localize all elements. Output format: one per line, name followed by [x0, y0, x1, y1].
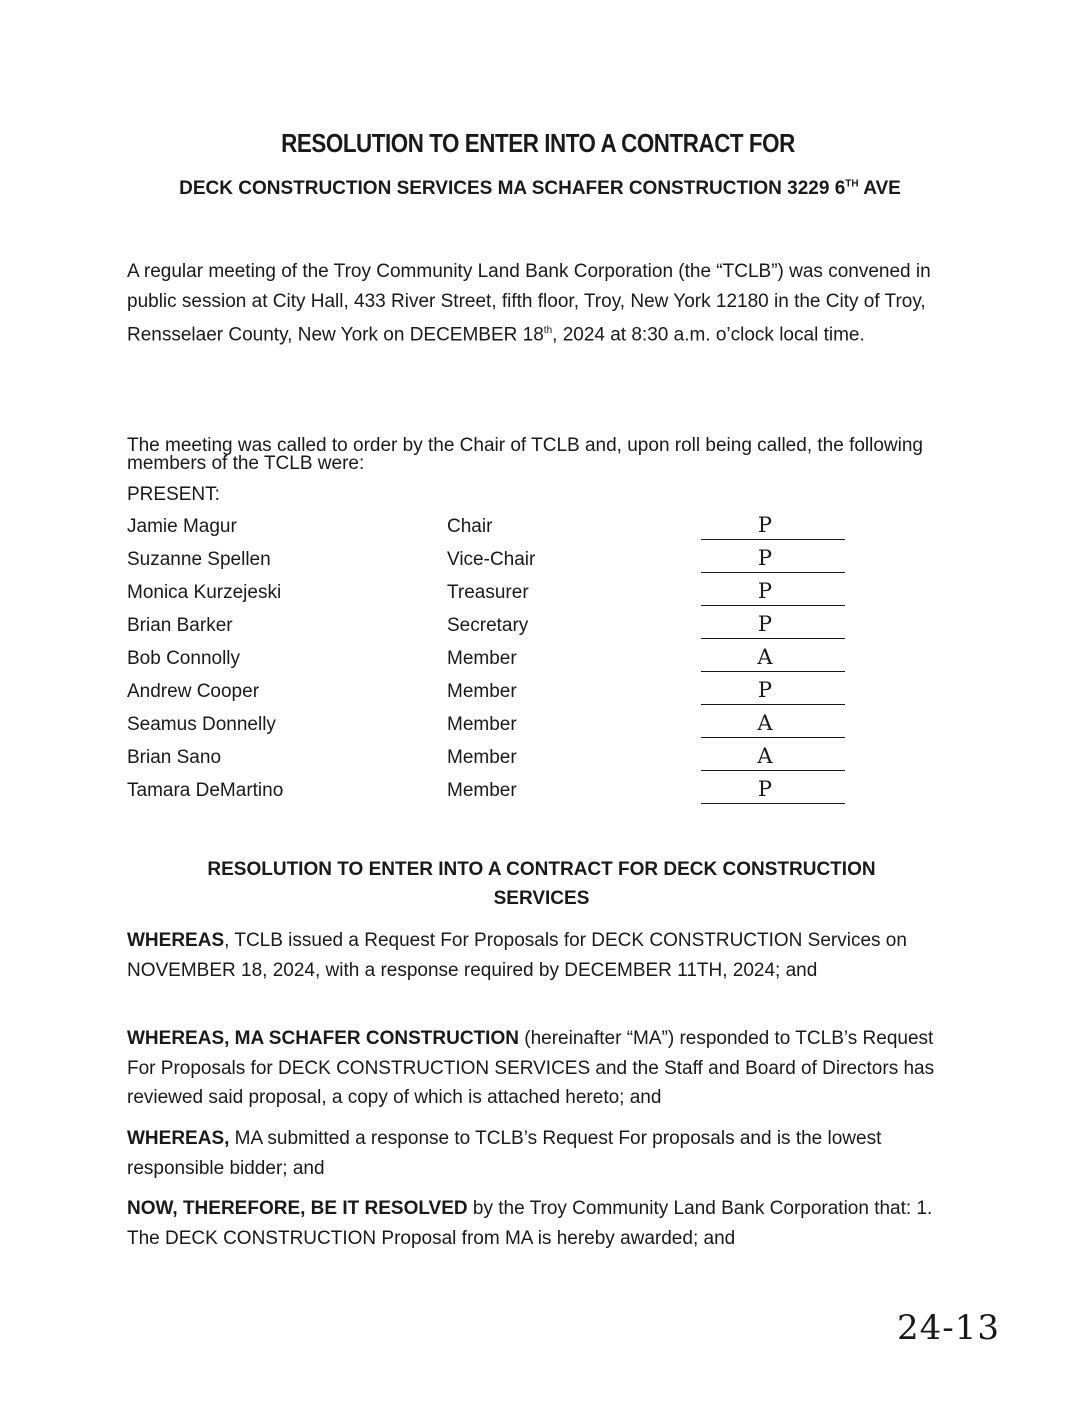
member-name: Brian Barker — [127, 615, 233, 636]
attendance-line — [701, 737, 845, 738]
present-label: PRESENT: — [127, 484, 220, 505]
roster-row — [127, 579, 867, 612]
whereas2-lead: WHEREAS, MA SCHAFER CONSTRUCTION — [127, 1028, 519, 1049]
whereas3-lead: WHEREAS, — [127, 1128, 230, 1149]
subtitle-tail: AVE — [858, 178, 901, 199]
whereas-paragraph-2 — [127, 1024, 957, 1113]
section-heading — [0, 855, 1083, 913]
intro-sup: th — [543, 325, 553, 336]
member-name: Monica Kurzejeski — [127, 582, 282, 603]
intro-part1: A regular meeting of the Troy Community Land Bank Corporation (the “TCLB”) was convened in public session at City Hall, 433 River Street, fifth floor, Troy, New York 12180 in the City of Troy, Rensselaer County, New York on DECEMBER 18 — [127, 261, 931, 346]
roster-row — [127, 744, 867, 777]
document-subtitle — [0, 178, 1080, 200]
attendance-mark: P — [757, 579, 773, 603]
member-role: Member — [447, 681, 517, 702]
member-name: Tamara DeMartino — [127, 780, 284, 801]
member-name: Seamus Donnelly — [127, 714, 276, 735]
roster-row — [127, 711, 867, 744]
roster-row — [127, 546, 867, 579]
attendance-mark: P — [757, 546, 773, 570]
attendance-line — [701, 770, 845, 771]
attendance-mark: A — [757, 744, 773, 768]
roster-table — [127, 513, 867, 810]
attendance-mark: P — [757, 612, 773, 636]
attendance-line — [701, 539, 845, 540]
member-role: Secretary — [447, 615, 529, 636]
attendance-mark: A — [757, 645, 773, 669]
resolved-lead: NOW, THEREFORE, BE IT RESOLVED — [127, 1198, 468, 1219]
whereas1-lead: WHEREAS — [127, 930, 225, 951]
member-name: Jamie Magur — [127, 516, 237, 537]
member-name: Andrew Cooper — [127, 681, 260, 702]
attendance-line — [701, 671, 845, 672]
member-role: Member — [447, 780, 517, 801]
attendance-mark: P — [757, 513, 773, 537]
whereas-paragraph-1 — [127, 926, 957, 985]
section-heading-line1: RESOLUTION TO ENTER INTO A CONTRACT FOR DECK CONSTRUCTION — [207, 859, 876, 880]
attendance-mark: P — [757, 678, 773, 702]
member-role: Vice-Chair — [447, 549, 536, 570]
attendance-line — [701, 704, 845, 705]
subtitle-text: DECK CONSTRUCTION SERVICES MA SCHAFER CONSTRUCTION 3229 6 — [179, 178, 846, 199]
member-role: Member — [447, 747, 517, 768]
attendance-mark: A — [757, 711, 773, 735]
whereas2-text: (hereinafter “MA”) responded to TCLB’s Request For Proposals for DECK CONSTRUCTION SERVICES and the Staff and Board of Directors has reviewed said proposal, a copy of which is attached hereto; and — [127, 1028, 935, 1108]
member-name: Bob Connolly — [127, 648, 241, 669]
attendance-mark: P — [757, 777, 773, 801]
member-role: Member — [447, 648, 517, 669]
resolved-text: by the Troy Community Land Bank Corporation that: 1. The DECK CONSTRUCTION Proposal from MA is hereby awarded; and — [127, 1198, 933, 1249]
member-name: Brian Sano — [127, 747, 222, 768]
subtitle-sup: TH — [845, 178, 859, 190]
section-heading-line2: SERVICES — [493, 888, 590, 909]
member-role: Chair — [447, 516, 493, 537]
whereas3-text: MA submitted a response to TCLB’s Request For proposals and is the lowest responsible bidder; and — [127, 1128, 882, 1179]
roster-row — [127, 513, 867, 546]
roster-row — [127, 777, 867, 810]
intro-paragraph — [127, 257, 937, 350]
call-to-order-text: The meeting was called to order by the Chair of TCLB and, upon roll being called, the following members of the TCLB were: — [127, 435, 923, 474]
attendance-line — [701, 638, 845, 639]
roster-row — [127, 645, 867, 678]
attendance-line — [701, 803, 845, 804]
attendance-line — [701, 572, 845, 573]
whereas-paragraph-3 — [127, 1124, 957, 1183]
intro-part2: , 2024 at 8:30 a.m. o’clock local time. — [552, 324, 865, 346]
roster-row — [127, 612, 867, 645]
handwritten-doc-number: 24-13 — [896, 1308, 1000, 1348]
member-role: Member — [447, 714, 517, 735]
whereas1-text: , TCLB issued a Request For Proposals for DECK CONSTRUCTION Services on NOVEMBER 18, 2024, with a response required by DECEMBER 11TH, 2024; and — [127, 930, 907, 981]
roster-row — [127, 678, 867, 711]
attendance-line — [701, 605, 845, 606]
member-name: Suzanne Spellen — [127, 549, 271, 570]
document-title: RESOLUTION TO ENTER INTO A CONTRACT FOR — [281, 128, 795, 158]
member-role: Treasurer — [447, 582, 529, 603]
resolved-paragraph — [127, 1194, 967, 1253]
